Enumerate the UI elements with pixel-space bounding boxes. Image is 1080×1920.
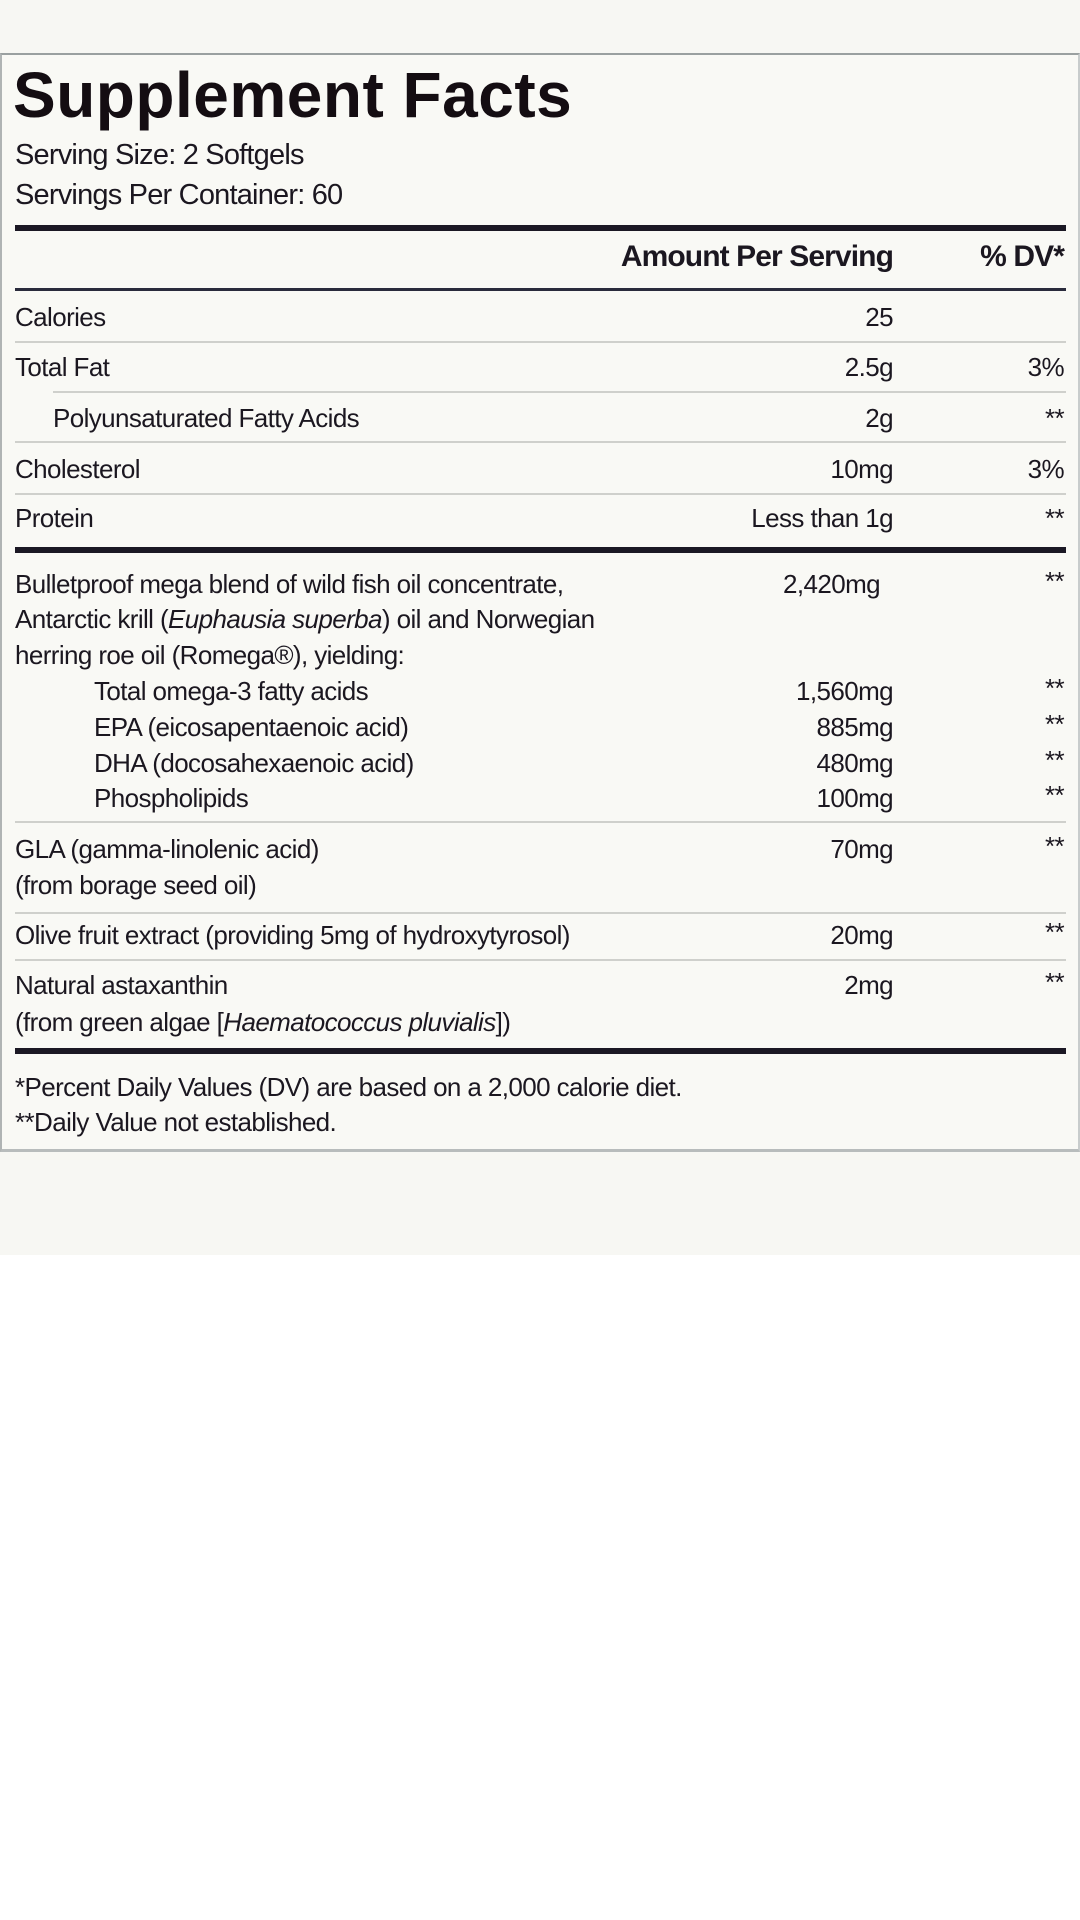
sub-nutrient-name: Phospholipids: [94, 783, 249, 813]
species-name: Euphausia superba: [168, 604, 382, 634]
divider: [15, 912, 1066, 914]
nutrient-amount: 70mg: [830, 834, 893, 864]
sub-nutrient-amount: 885mg: [816, 712, 893, 742]
footnote-not-established: **Daily Value not established.: [15, 1107, 337, 1137]
divider-thick: [15, 1048, 1066, 1054]
blend-amount: 2,420mg: [783, 569, 880, 599]
nutrient-dv: **: [1044, 967, 1064, 997]
nutrient-amount: Less than 1g: [751, 503, 893, 533]
text: (from green algae [: [15, 1007, 224, 1037]
divider: [15, 341, 1066, 343]
nutrient-name: GLA (gamma-linolenic acid): [15, 834, 319, 864]
nutrient-name: Total Fat: [15, 352, 110, 382]
nutrient-amount: 25: [865, 302, 893, 332]
sub-nutrient-name: EPA (eicosapentaenoic acid): [94, 712, 409, 742]
nutrient-amount: 2g: [865, 403, 893, 433]
nutrient-name: Calories: [15, 302, 106, 332]
nutrient-dv: 3%: [1027, 352, 1064, 382]
sub-nutrient-amount: 480mg: [816, 748, 893, 778]
divider: [53, 391, 1066, 393]
sub-nutrient-dv: **: [1044, 709, 1064, 739]
nutrient-amount: 10mg: [830, 454, 893, 484]
nutrient-name: Cholesterol: [15, 454, 140, 484]
divider: [15, 493, 1066, 495]
divider-thick: [15, 225, 1066, 231]
blend-line-3: herring roe oil (Romega®), yielding:: [15, 640, 405, 670]
sub-nutrient-dv: **: [1044, 673, 1064, 703]
nutrient-amount: 2mg: [844, 970, 893, 1000]
sub-nutrient-name: Total omega-3 fatty acids: [94, 676, 369, 706]
nutrient-dv: 3%: [1027, 454, 1064, 484]
text: ]): [495, 1007, 511, 1037]
divider: [15, 441, 1066, 443]
species-name: Haematococcus pluvialis: [223, 1007, 496, 1037]
header-dv: % DV*: [980, 240, 1064, 273]
nutrient-amount: 20mg: [830, 920, 893, 950]
nutrient-source: [15, 1007, 510, 1037]
serving-size: Serving Size: 2 Softgels: [15, 139, 304, 171]
nutrient-name: Polyunsaturated Fatty Acids: [53, 403, 360, 433]
sub-nutrient-amount: 100mg: [816, 783, 893, 813]
divider: [15, 288, 1066, 291]
blend-line-2: [15, 604, 595, 634]
panel-title: Supplement Facts: [13, 59, 573, 131]
nutrient-name: Olive fruit extract (providing 5mg of hydroxytyrosol): [15, 920, 570, 950]
nutrient-source: (from borage seed oil): [15, 870, 257, 900]
text: Antarctic krill (: [15, 604, 169, 634]
sub-nutrient-dv: **: [1044, 745, 1064, 775]
blend-line-1: Bulletproof mega blend of wild fish oil concentrate,: [15, 569, 564, 599]
text: ) oil and Norwegian: [381, 604, 595, 634]
sub-nutrient-amount: 1,560mg: [796, 676, 893, 706]
nutrient-name: Natural astaxanthin: [15, 970, 228, 1000]
footnote-dv: *Percent Daily Values (DV) are based on a 2,000 calorie diet.: [15, 1072, 682, 1102]
blend-dv: **: [1044, 566, 1064, 596]
nutrient-name: Protein: [15, 503, 94, 533]
nutrient-amount: 2.5g: [844, 352, 893, 382]
sub-nutrient-name: DHA (docosahexaenoic acid): [94, 748, 414, 778]
sub-nutrient-dv: **: [1044, 780, 1064, 810]
nutrient-dv: **: [1044, 917, 1064, 947]
header-amount: Amount Per Serving: [620, 240, 893, 273]
nutrient-dv: **: [1044, 503, 1064, 533]
divider: [15, 959, 1066, 961]
nutrient-dv: **: [1044, 831, 1064, 861]
divider-thick: [15, 547, 1066, 553]
servings-per-container: Servings Per Container: 60: [15, 179, 343, 211]
nutrient-dv: **: [1044, 403, 1064, 433]
divider: [15, 821, 1066, 823]
